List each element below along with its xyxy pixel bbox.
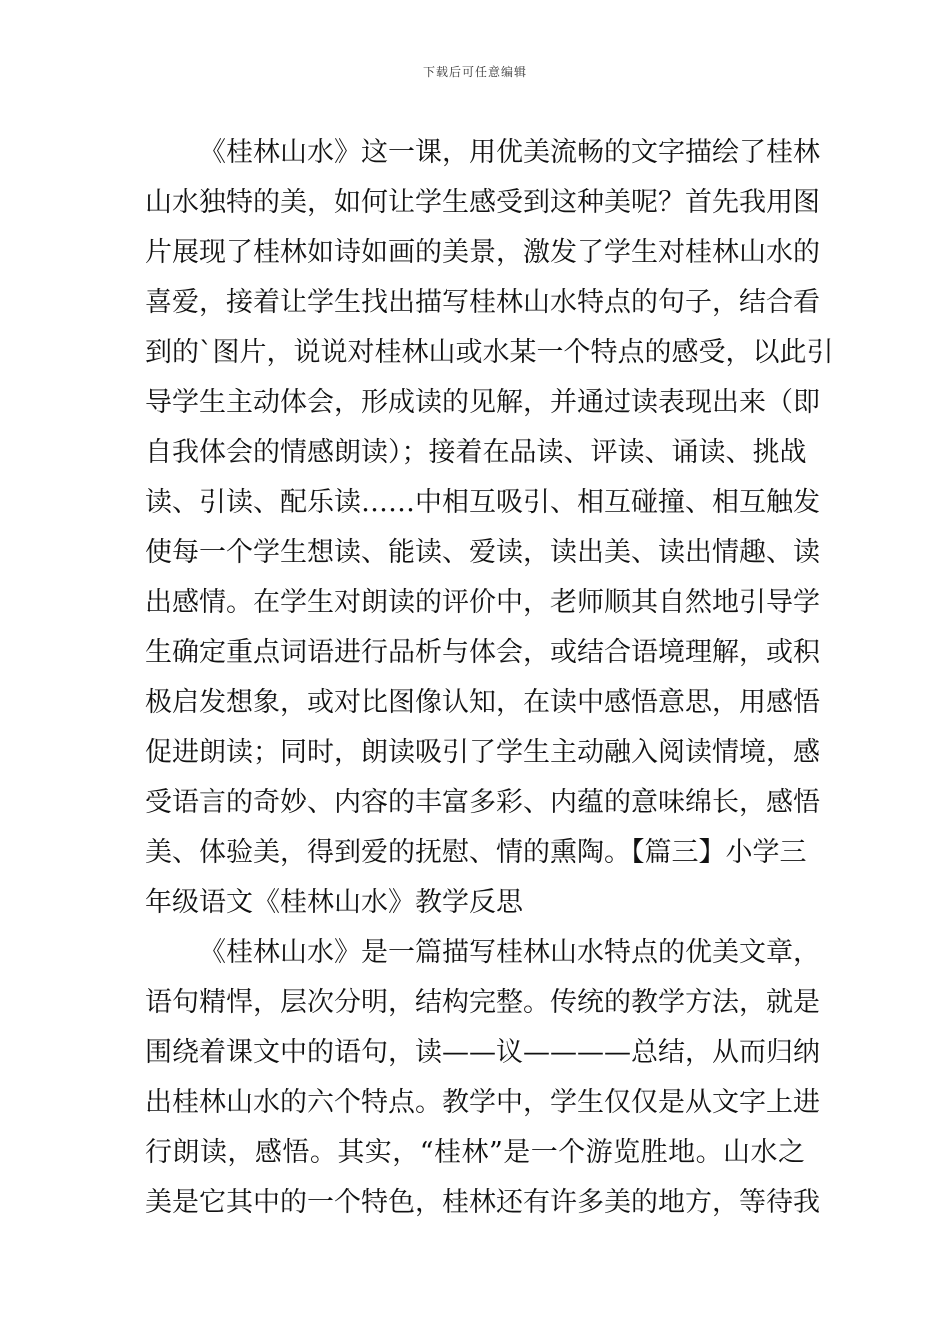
paragraph-2	[145, 928, 820, 1228]
text-line: 促进朗读；同时，朗读吸引了学生主动融入阅读情境，感	[145, 737, 820, 768]
text-line: 《桂林山水》这一课，用优美流畅的文字描绘了桂林	[199, 137, 820, 168]
text-line: 片展现了桂林如诗如画的美景，激发了学生对桂林山水的	[145, 237, 820, 268]
text-line: 美、体验美，得到爱的抚慰、情的熏陶。【篇三】小学三	[145, 837, 807, 868]
text-line: 出感情。在学生对朗读的评价中，老师顺其自然地引导学	[145, 587, 820, 618]
header-note: 下载后可任意编辑	[422, 65, 527, 79]
text-line: 生确定重点词语进行品析与体会，或结合语境理解，或积	[145, 637, 820, 668]
text-line: 使每一个学生想读、能读、爱读，读出美、读出情趣、读	[145, 537, 820, 568]
text-line: 导学生主动体会，形成读的见解，并通过读表现出来（即	[145, 387, 820, 418]
text-line: 《桂林山水》是一篇描写桂林山水特点的优美文章，	[199, 937, 820, 968]
text-line: 读、引读、配乐读……中相互吸引、相互碰撞、相互触发	[145, 487, 820, 518]
text-line: 语句精悍，层次分明，结构完整。传统的教学方法，就是	[145, 987, 820, 1018]
text-line: 自我体会的情感朗读）；接着在品读、评读、诵读、挑战	[145, 437, 807, 468]
text-line: 山水独特的美，如何让学生感受到这种美呢？首先我用图	[145, 187, 820, 218]
text-line: 极启发想象，或对比图像认知，在读中感悟意思，用感悟	[145, 687, 820, 718]
text-line: 出桂林山水的六个特点。教学中，学生仅仅是从文字上进	[145, 1087, 820, 1118]
text-line: 到的`图片，说说对桂林山或水某一个特点的感受，以此引	[145, 337, 834, 368]
paragraph-1	[145, 128, 834, 928]
text-line: 年级语文《桂林山水》教学反思	[145, 887, 523, 918]
text-line: 围绕着课文中的语句，读——议————总结，从而归纳	[145, 1037, 820, 1068]
text-line: 美是它其中的一个特色，桂林还有许多美的地方，等待我	[145, 1187, 820, 1218]
text-line: 喜爱，接着让学生找出描写桂林山水特点的句子，结合看	[145, 287, 820, 318]
document-body	[145, 128, 834, 1228]
text-line: 行朗读，感悟。其实，“桂林”是一个游览胜地。山水之	[145, 1137, 805, 1168]
text-line: 受语言的奇妙、内容的丰富多彩、内蕴的意味绵长，感悟	[145, 787, 820, 818]
